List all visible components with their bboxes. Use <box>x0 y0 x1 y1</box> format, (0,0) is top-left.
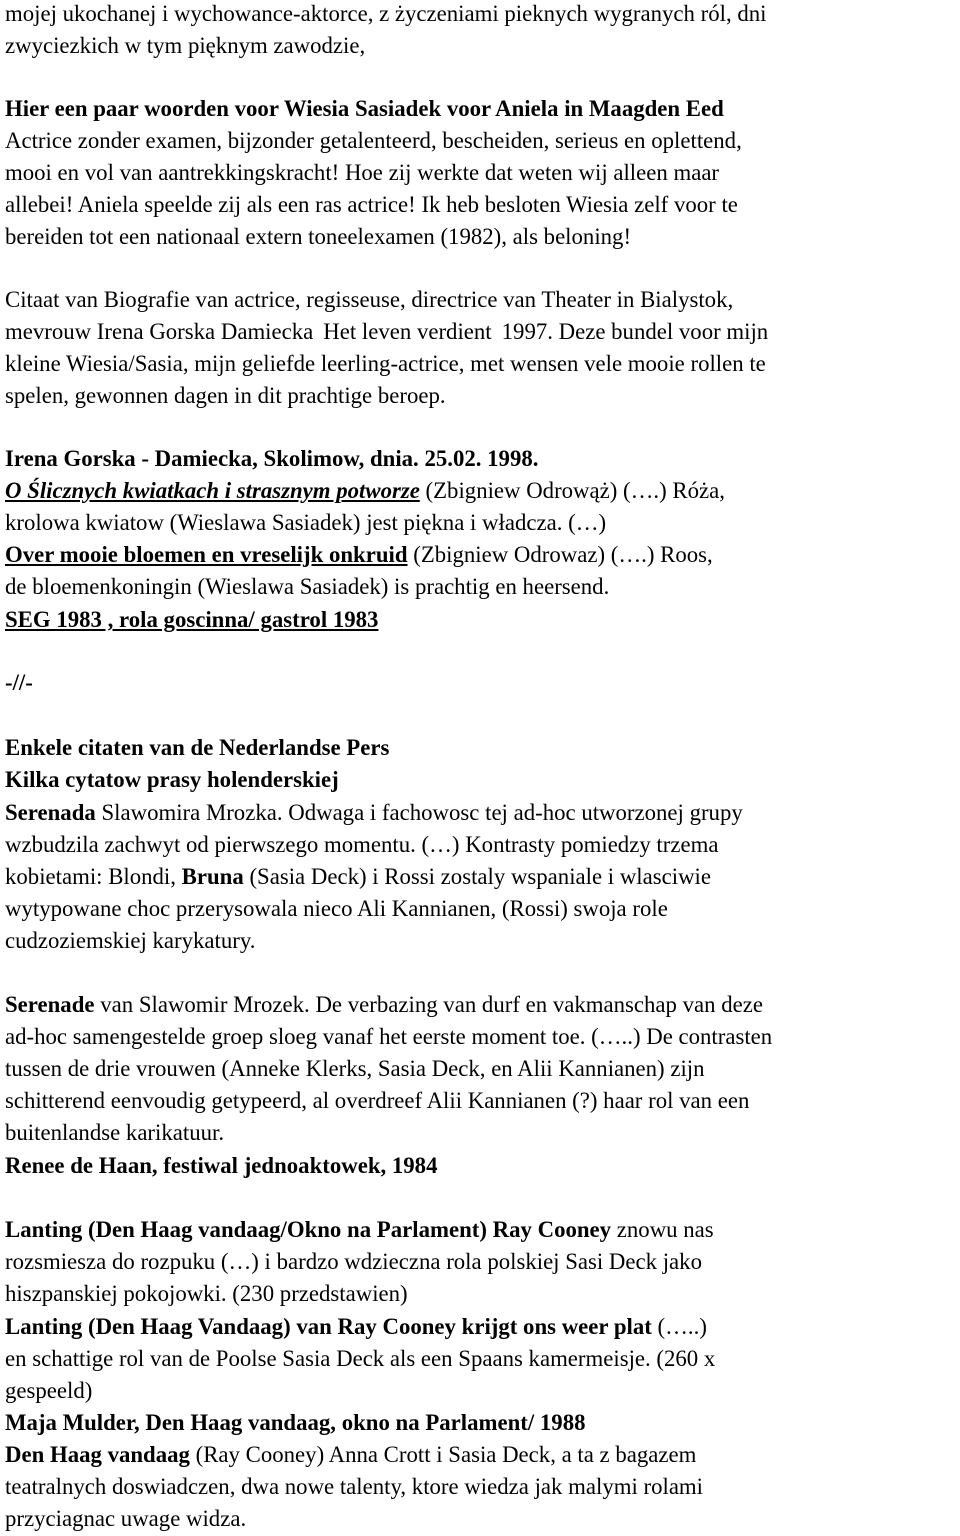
press-heading-pl-text: Kilka cytatow prasy holenderskiej <box>5 767 339 792</box>
citation-line-3: kleine Wiesia/Sasia, mijn geliefde leerling-actrice, met wensen vele mooie rollen te <box>5 351 766 376</box>
dedication-nl-line-5: bereiden tot een nationaal extern toneelexamen (1982), als beloning! <box>5 224 632 249</box>
lanting-nl-line-3: gespeeld) <box>5 1378 93 1403</box>
dedication-pl-line-2: zwyciezkich w tym pięknym zawodzie, <box>5 33 366 58</box>
lanting-nl-rest: (…..) <box>651 1314 707 1339</box>
seg-heading <box>5 604 378 636</box>
lanting-nl-title: Lanting (Den Haag Vandaag) van Ray Cooney krijgt ons weer plat <box>5 1314 652 1339</box>
serenada-line-5: cudzoziemskiej karykatury. <box>5 928 256 953</box>
seg-text: SEG 1983 , rola goscinna/ gastrol 1983 <box>5 607 379 632</box>
flowers-nl-line-2: de bloemenkoningin (Wieslawa Sasiadek) is prachtig en heersend. <box>5 574 610 599</box>
citation-line-2 <box>5 316 768 348</box>
serenada-bruna: Bruna <box>181 864 244 889</box>
serenade-title: Serenade <box>5 992 95 1017</box>
dedication-pl-line-1: mojej ukochanej i wychowance-aktorce, z życzeniami pieknych wygranych ról, dni <box>5 1 767 26</box>
lanting-pl-title: Lanting (Den Haag vandaag/Okno na Parlament) Ray Cooney <box>5 1217 612 1242</box>
haan-credit-text: Renee de Haan, festiwal jednoaktowek, 1984 <box>5 1153 438 1178</box>
dedication-nl-line-1 <box>5 93 724 125</box>
lanting-pl-line-2: rozsmiesza do rozpuku (…) i bardzo wdzieczna rola polskiej Sasi Deck jako <box>5 1249 702 1274</box>
denhaag-line-2: teatralnych doswiadczen, dwa nowe talenty, ktore wiedza jak malymi rolami <box>5 1474 703 1499</box>
flowers-nl-rest: (Zbigniew Odrowaz) (….) Roos, <box>407 542 713 567</box>
serenade-line-2: ad-hoc samengestelde groep sloeg vanaf het eerste moment toe. (…..) De contrasten <box>5 1024 773 1049</box>
mulder-credit <box>5 1407 586 1439</box>
lanting-pl-line-3: hiszpanskiej pokojowki. (230 przedstawien) <box>5 1281 408 1306</box>
flowers-pl-rest: (Zbigniew Odrowąż) (….) Róża, <box>419 478 725 503</box>
denhaag-line-3: przyciagnac uwage widza. <box>5 1506 247 1531</box>
lanting-pl-line-1 <box>5 1214 714 1246</box>
separator-text: -//- <box>5 670 33 695</box>
serenada-line-3-start: kobietami: Blondi, <box>5 864 182 889</box>
serenade-line-5: buitenlandse karikatuur. <box>5 1120 225 1145</box>
lanting-pl-rest: znowu nas <box>611 1217 714 1242</box>
serenada-line-3 <box>5 861 711 893</box>
serenada-line-3-end: (Sasia Deck) i Rossi zostaly wspaniale i wlasciwie <box>243 864 711 889</box>
dedication-nl-line-3: mooi en vol van aantrekkingskracht! Hoe zij werkte dat weten wij alleen maar <box>5 160 720 185</box>
dedication-nl-line-2: Actrice zonder examen, bijzonder getalenteerd, bescheiden, serieus en oplettend, <box>5 128 742 153</box>
serenade-line-3: tussen de drie vrouwen (Anneke Klerks, Sasia Deck, en Alii Kannianen) zijn <box>5 1056 705 1081</box>
dedication-nl-line-4: allebei! Aniela speelde zij als een ras actrice! Ik heb besloten Wiesia zelf voor te <box>5 192 738 217</box>
serenade-line-4: schitterend eenvoudig getypeerd, al overdreef Alii Kannianen (?) haar rol van een <box>5 1088 750 1113</box>
serenada-line-4: wytypowane choc przerysowala nieco Ali Kannianen, (Rossi) swoja role <box>5 896 668 921</box>
serenada-line-1 <box>5 797 743 829</box>
signature-text: Irena Gorska - Damiecka, Skolimow, dnia. 25.02. 1998. <box>5 446 539 471</box>
serenada-line-2: wzbudzila zachwyt od pierwszego momentu. (…) Kontrasty pomiedzy trzema <box>5 832 719 857</box>
flowers-pl-line-2: krolowa kwiatow (Wieslawa Sasiadek) jest piękna i władcza. (…) <box>5 510 607 535</box>
lanting-nl-line-1 <box>5 1311 707 1343</box>
dedication-nl-title: Hier een paar woorden voor Wiesia Sasiadek voor Aniela in Maagden Eed <box>5 96 724 121</box>
lanting-nl-line-2: en schattige rol van de Poolse Sasia Deck als een Spaans kamermeisje. (260 x <box>5 1346 716 1371</box>
flowers-pl-line-1 <box>5 475 725 507</box>
haan-credit <box>5 1150 437 1182</box>
flowers-nl-line-1 <box>5 539 713 571</box>
denhaag-line-1 <box>5 1439 696 1471</box>
mulder-credit-text: Maja Mulder, Den Haag vandaag, okno na Parlament/ 1988 <box>5 1410 586 1435</box>
press-heading-nl <box>5 732 389 764</box>
citation-year: 1997. Deze bundel voor mijn <box>501 319 769 344</box>
press-heading-nl-text: Enkele citaten van de Nederlandse Pers <box>5 735 390 760</box>
flowers-nl-title: Over mooie bloemen en vreselijk onkruid <box>5 542 408 567</box>
citation-book-title: Het leven verdient <box>323 319 492 344</box>
citation-author: mevrouw Irena Gorska Damiecka <box>5 319 314 344</box>
serenada-title: Serenada <box>5 800 96 825</box>
citation-line-4: spelen, gewonnen dagen in dit prachtige beroep. <box>5 383 446 408</box>
denhaag-rest: (Ray Cooney) Anna Crott i Sasia Deck, a ta z bagazem <box>189 1442 697 1467</box>
citation-line-1: Citaat van Biografie van actrice, regisseuse, directrice van Theater in Bialystok, <box>5 287 734 312</box>
serenada-rest: Slawomira Mrozka. Odwaga i fachowosc tej ad-hoc utworzonej grupy <box>95 800 743 825</box>
serenade-rest: van Slawomir Mrozek. De verbazing van durf en vakmanschap van deze <box>94 992 763 1017</box>
flowers-pl-title: O Ślicznych kwiatkach i strasznym potworze <box>5 478 420 503</box>
separator <box>5 667 33 699</box>
denhaag-title: Den Haag vandaag <box>5 1442 190 1467</box>
signature <box>5 443 538 475</box>
serenade-line-1 <box>5 989 763 1021</box>
press-heading-pl <box>5 764 339 796</box>
